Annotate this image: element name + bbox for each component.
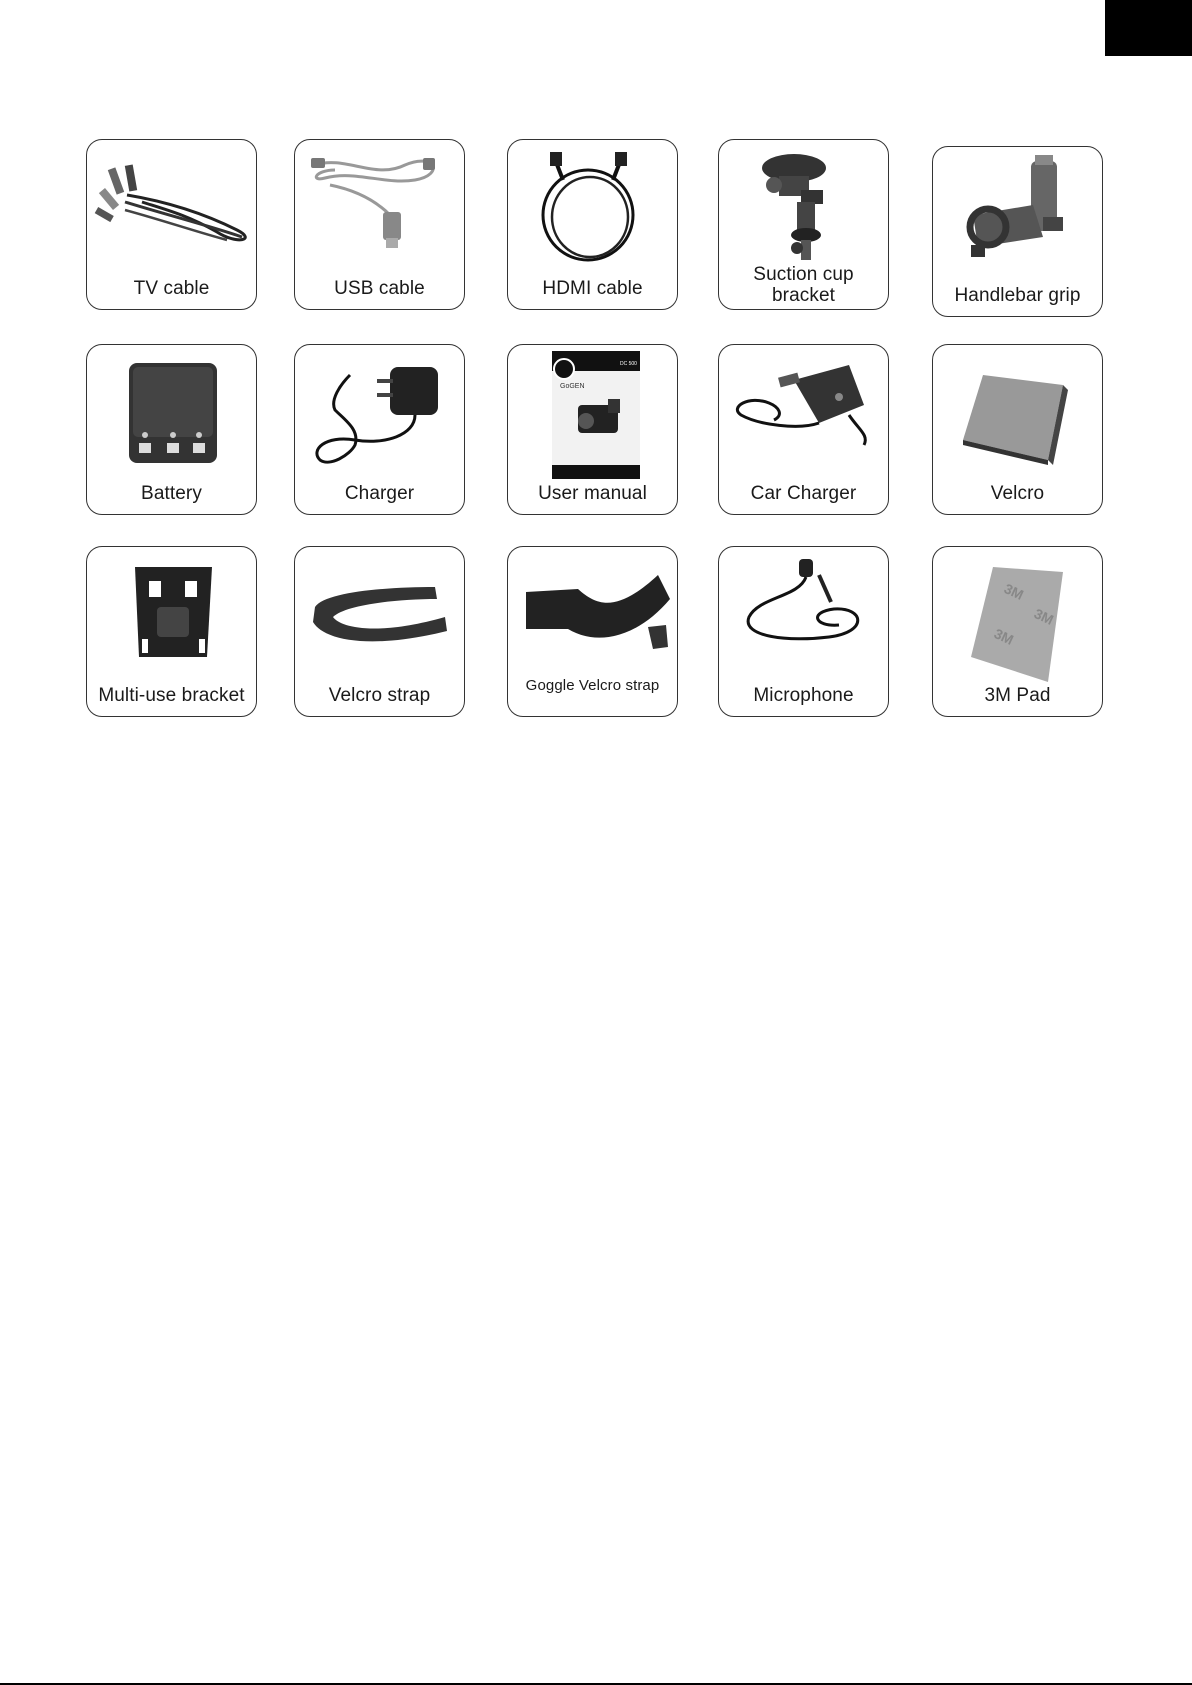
item-label: 3M Pad bbox=[984, 685, 1051, 706]
card-3m-pad bbox=[932, 546, 1103, 717]
card-charger bbox=[294, 344, 465, 515]
car-charger-icon bbox=[719, 345, 889, 480]
microphone-icon bbox=[719, 547, 889, 682]
tv-cable-icon bbox=[87, 140, 257, 275]
velcro-strap-icon bbox=[295, 547, 465, 682]
card-car-charger bbox=[718, 344, 889, 515]
goggle-velcro-strap-icon bbox=[508, 547, 678, 682]
item-label: Microphone bbox=[753, 685, 854, 706]
card-tv-cable bbox=[86, 139, 257, 310]
item-label: Multi-use bracket bbox=[98, 685, 245, 706]
card-handlebar-grip bbox=[932, 146, 1103, 317]
item-label: Charger bbox=[344, 483, 415, 504]
corner-tab bbox=[1105, 0, 1192, 56]
multi-use-bracket-icon bbox=[87, 547, 257, 682]
card-battery bbox=[86, 344, 257, 515]
card-multi-use-bracket bbox=[86, 546, 257, 717]
card-user-manual bbox=[507, 344, 678, 515]
card-microphone bbox=[718, 546, 889, 717]
3m-pad-icon bbox=[933, 547, 1103, 682]
manual-model: DC 500 bbox=[620, 361, 637, 367]
suction-cup-bracket-icon bbox=[719, 140, 889, 275]
svg-text:3M: 3M bbox=[1031, 605, 1057, 628]
card-hdmi-cable bbox=[507, 139, 678, 310]
charger-icon bbox=[295, 345, 465, 480]
card-velcro bbox=[932, 344, 1103, 515]
battery-icon bbox=[87, 345, 257, 480]
pad-print: 3M bbox=[1001, 580, 1027, 603]
card-usb-cable bbox=[294, 139, 465, 310]
user-manual-icon bbox=[508, 345, 678, 480]
hdmi-cable-icon bbox=[508, 140, 678, 275]
card-goggle-velcro-strap bbox=[507, 546, 678, 717]
item-label: Battery bbox=[141, 483, 202, 504]
item-label: User manual bbox=[538, 483, 647, 504]
item-label: Handlebar grip bbox=[954, 285, 1081, 306]
item-label: HDMI cable bbox=[542, 278, 643, 299]
manual-brand: GoGEN bbox=[560, 383, 585, 390]
item-label: Velcro bbox=[990, 483, 1045, 504]
item-label: Car Charger bbox=[750, 483, 857, 504]
item-label: Goggle Velcro strap bbox=[525, 677, 660, 694]
item-label: USB cable bbox=[334, 278, 425, 299]
card-velcro-strap bbox=[294, 546, 465, 717]
usb-cable-icon bbox=[295, 140, 465, 275]
item-label: TV cable bbox=[133, 278, 210, 299]
svg-text:3M: 3M bbox=[991, 625, 1017, 648]
card-suction-cup-bracket bbox=[718, 139, 889, 310]
velcro-icon bbox=[933, 345, 1103, 480]
item-label: Suction cup bracket bbox=[753, 264, 854, 306]
item-label: Velcro strap bbox=[328, 685, 431, 706]
handlebar-grip-icon bbox=[933, 147, 1103, 282]
